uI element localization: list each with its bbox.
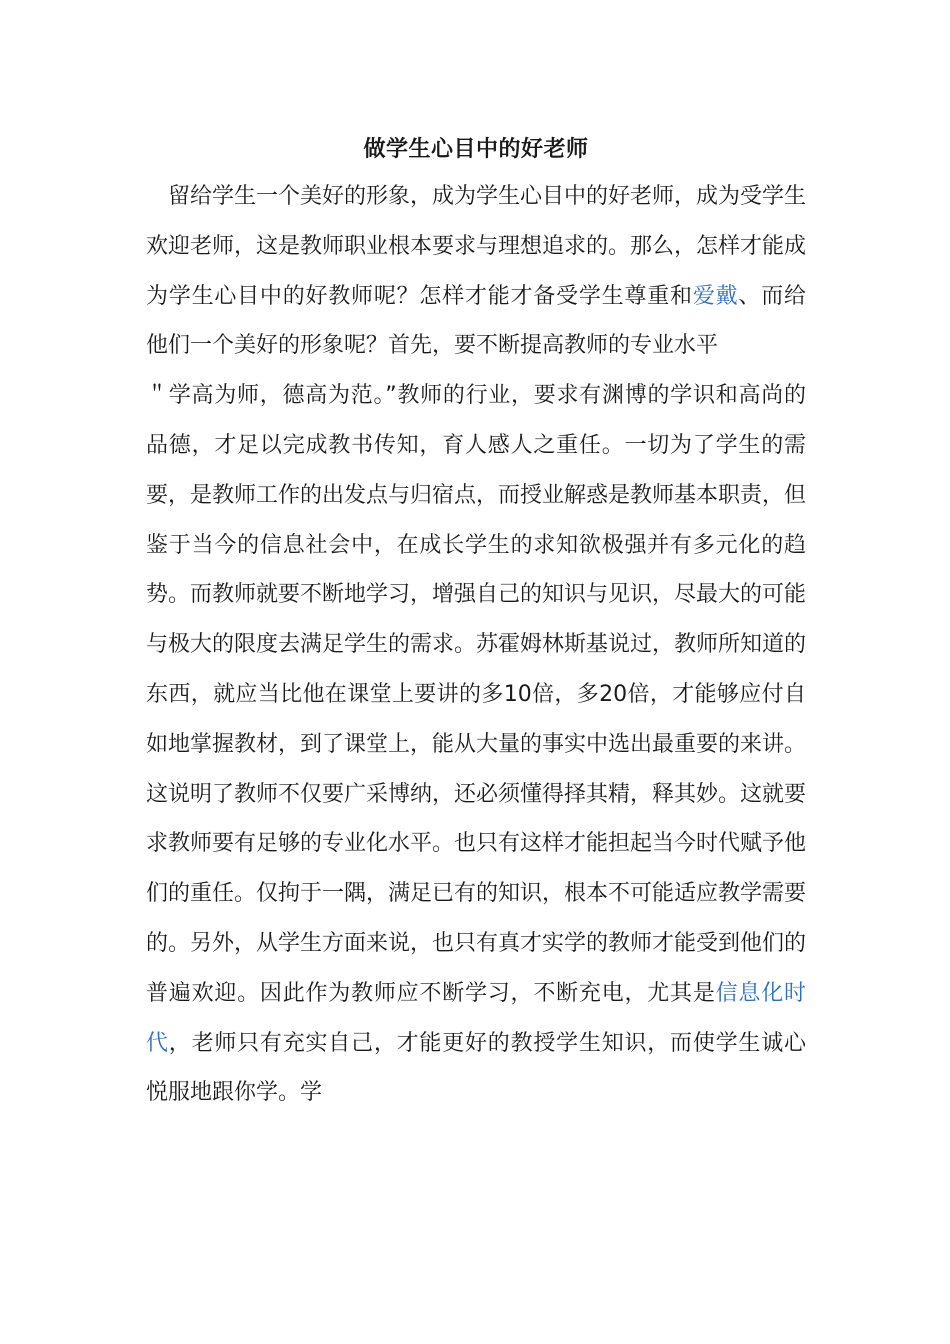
link-aidai[interactable]: 爱戴 <box>692 283 739 309</box>
paragraph-intro <box>146 172 806 371</box>
paragraph-intro-text-1: 留给学生一个美好的形象，成为学生心目中的好老师，成为受学生欢迎老师，这是教师职业根本要求与理想追求的。那么，怎样才能成为学生心目中的好教师呢？怎样才能才备受学生尊重和 <box>146 184 807 309</box>
paragraph-intro-text-2: 、而给他们一个美好的形象呢？首先，要不断提高教师的专业水平 <box>146 283 806 359</box>
paragraph-body-text-1: ＂学高为师，德高为范。”教师的行业，要求有渊博的学识和高尚的品德，才足以完成教书传知，育人感人之重任。一切为了学生的需要，是教师工作的出发点与归宿点，而授业解惑是教师基本职责，但鉴于当今的信息社会中，在成长学生的求知欲极强并有多元化的趋势。而教师就要不断地学习，增强自己的知识与见识，尽最大的可能与极大的限度去满足学生的需求。苏霍姆林斯基说过，教师所知道的东西，就应当比他在课堂上要讲的多10倍，多20倍，才能够应付自如地掌握教材，到了课堂上，能从大量的事实中选出最重要的来讲。这说明了教师不仅要广采博纳，还必须懂得择其精，释其妙。这就要求教师要有足够的专业化水平。也只有这样才能担起当今时代赋予他们的重任。仅拘于一隅，满足已有的知识，根本不可能适应教学需要的。另外，从学生方面来说，也只有真才实学的教师才能受到他们的普遍欢迎。因此作为教师应不断学习，不断充电，尤其是 <box>146 383 807 1006</box>
document-page <box>146 128 806 1118</box>
document-title: 做学生心目中的好老师 <box>363 137 589 162</box>
paragraph-body <box>146 371 806 1118</box>
link-information-age[interactable]: 信息化时代 <box>146 980 806 1056</box>
paragraph-body-text-2: ，老师只有充实自己，才能更好的教授学生知识，而使学生诚心悦服地跟你学。学 <box>146 1030 806 1106</box>
